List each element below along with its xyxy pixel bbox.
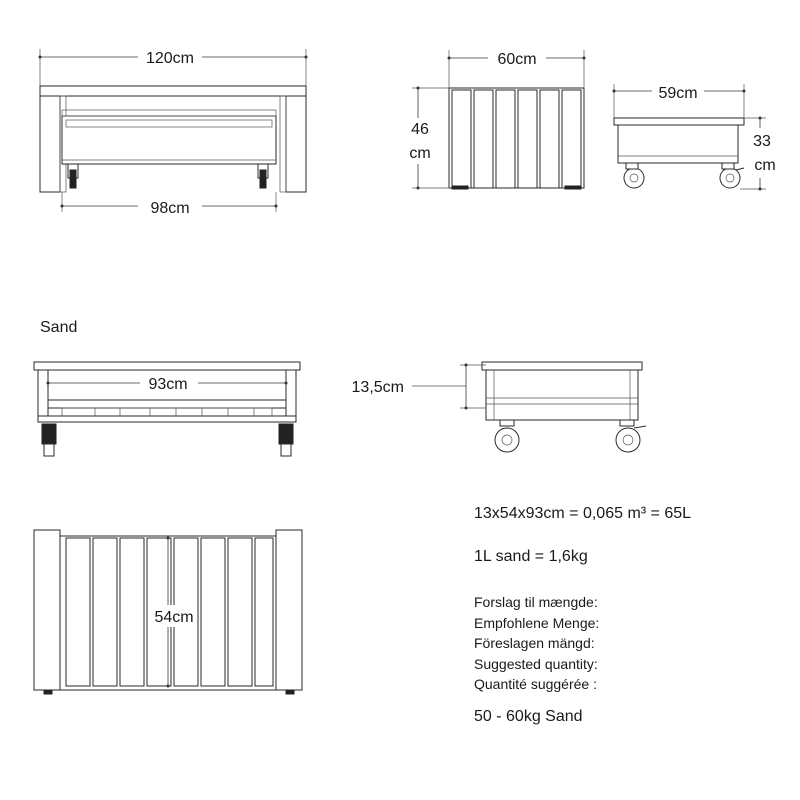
volume-calculation: 13x54x93cm = 0,065 m³ = 65L (474, 505, 692, 522)
sand-top-view (34, 530, 302, 694)
suggested-label-sv: Föreslagen mängd: (474, 635, 595, 651)
suggested-quantity-labels (474, 592, 599, 695)
dim-leg-height-value: 33 (753, 133, 771, 150)
front-view (39, 47, 308, 217)
section-title: Sand (40, 319, 78, 336)
dim-inner-depth-label: 59cm (658, 85, 698, 102)
dim-leg-height-unit: cm (754, 157, 776, 174)
dim-sand-depth-side-label: 13,5cm (351, 379, 404, 396)
suggested-label-de: Empfohlene Menge: (474, 614, 600, 631)
suggested-result: 50 - 60kg Sand (474, 708, 583, 725)
cart-side-view (613, 81, 787, 191)
dim-depth-label: 60cm (497, 51, 537, 68)
dim-sand-width-label: 54cm (154, 609, 194, 626)
sand-front-view (34, 362, 300, 456)
sand-side-view (352, 362, 646, 452)
dim-sand-length-label: 93cm (148, 376, 188, 393)
suggested-label-da: Forslag til mængde: (474, 594, 598, 610)
dim-length-label: 120cm (145, 50, 195, 67)
dim-height-unit: cm (409, 145, 431, 162)
suggested-label-fr: Quantité suggérée : (474, 676, 597, 692)
side-view (404, 48, 586, 190)
dim-height-value: 46 (411, 121, 429, 138)
dim-inner-length-label: 98cm (150, 200, 190, 217)
suggested-label-en: Suggested quantity: (474, 655, 598, 672)
density-note: 1L sand = 1,6kg (474, 548, 588, 565)
